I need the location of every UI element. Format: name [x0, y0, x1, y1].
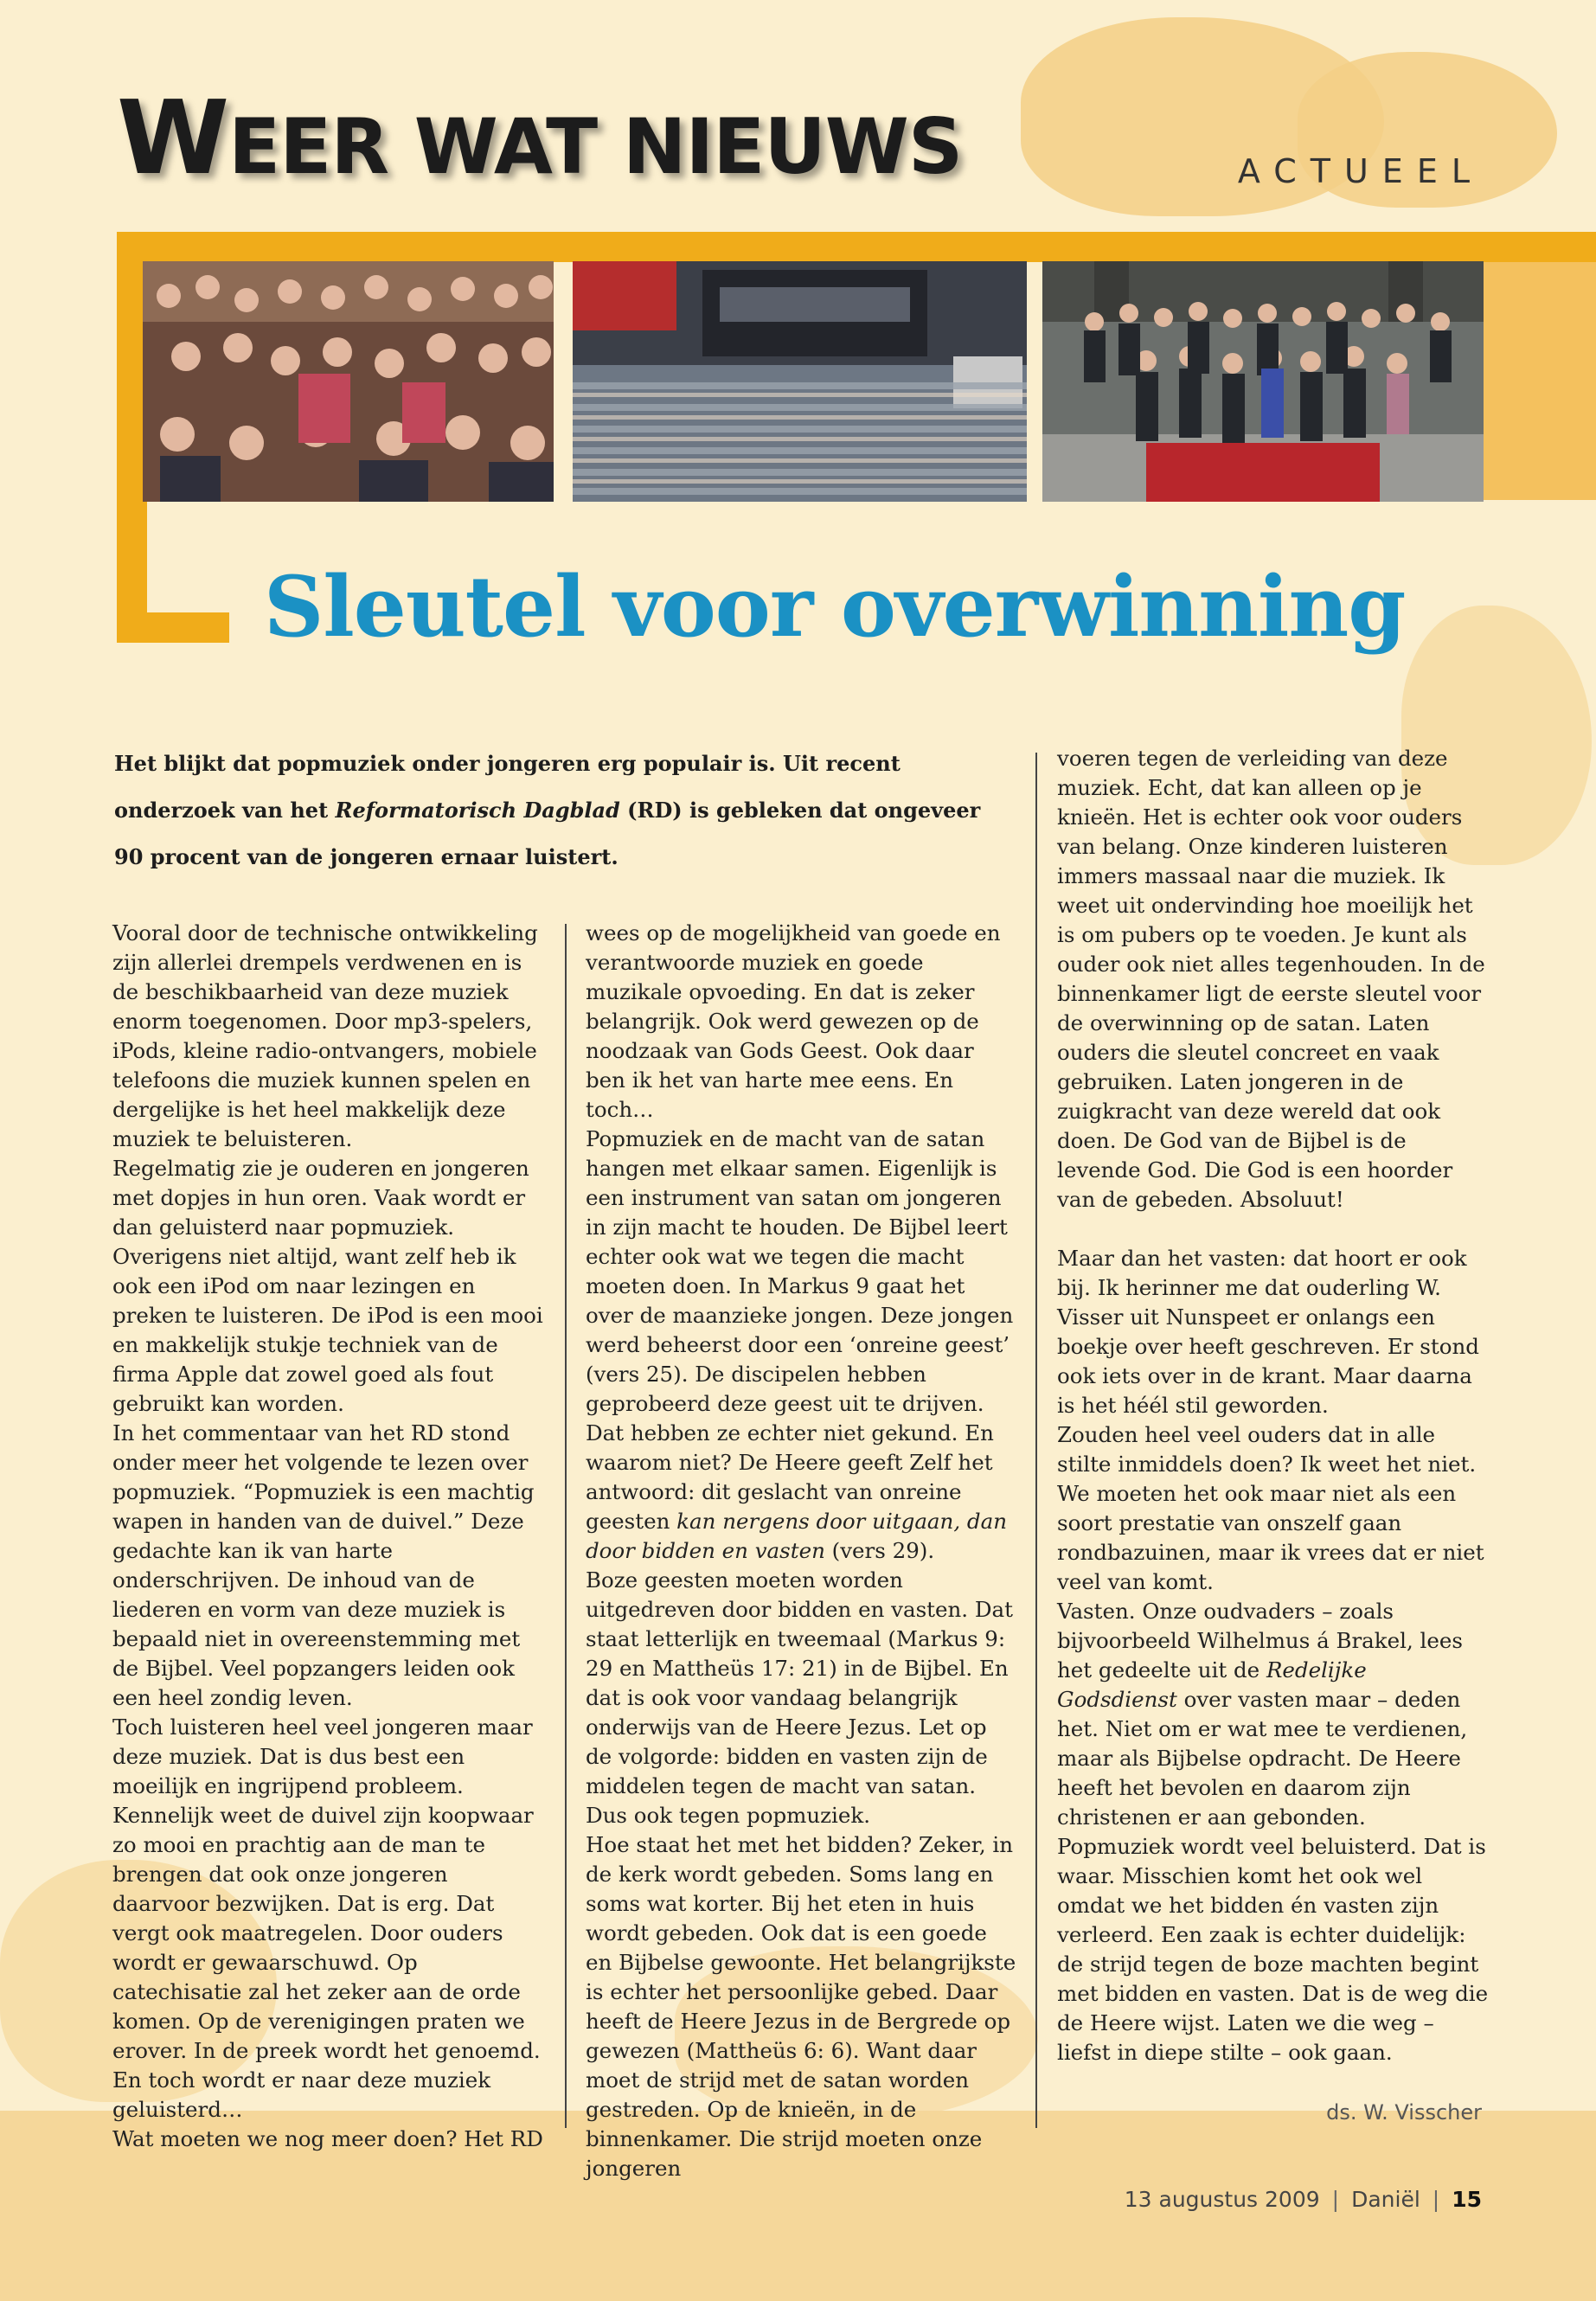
paragraph: Vooral door de technische ontwikkeling zijn allerlei drempels verdwenen en is de beschikbaarheid van deze muziek enorm toegenomen. Door mp3-spelers, iPods, kleine radio-ontvangers, mobiele telefoons die muziek kunnen spelen en dergelijke is het heel makkelijk deze muziek te beluisteren. — [112, 920, 538, 1151]
paragraph: Boze geesten moeten worden uitgedreven door bidden en vasten. Dat staat letterlijk en tweemaal (Markus 9: 29 en Mattheüs 17: 21) in de Bijbel. En dat is ook voor vandaag belangrijk onderwijs van de Heere Jezus. Let op de volgorde: bidden en vasten zijn de middelen tegen de macht van satan. Dus ook tegen popmuziek. — [586, 1567, 1013, 1828]
paragraph: Toch luisteren heel veel jongeren maar deze muziek. Dat is dus best een moeilijk en ingrijpend probleem. Kennelijk weet de duivel zijn koopwaar zo mooi en prachtig aan de man te brengen dat ook onze jongeren daarvoor bezwijken. Dat is erg. Dat vergt ook maatregelen. Door ouders wordt er gewaarschuwd. Op catechisatie zal het zeker aan de orde komen. Op de verenigingen praten we erover. In de preek wordt het genoemd. En toch wordt er naar deze muziek geluisterd… — [112, 1715, 541, 2122]
rubric-label: ACTUEEL — [1237, 152, 1484, 190]
article-column-3 — [1057, 744, 1490, 2067]
page-number: 15 — [1452, 2187, 1482, 2212]
article-column-1 — [112, 919, 545, 2154]
section-title: WEER WAT NIEUWS — [117, 78, 963, 197]
column-rule — [565, 924, 567, 2128]
author-signature: ds. W. Visscher — [1326, 2100, 1482, 2125]
article-lead: Het blijkt dat popmuziek onder jongeren erg populair is. Uit recent onderzoek van het Reformatorisch Dagblad (RD) is gebleken dat ongeveer 90 procent van de jongeren ernaar luistert. — [114, 751, 981, 869]
paragraph: Popmuziek wordt veel beluisterd. Dat is waar. Misschien komt het ook wel omdat we het bidden én vasten zijn verleerd. Een zaak is echter duidelijk: de strijd tegen de boze machten begint met bidden en vasten. Dat is de weg die de Heere wijst. Laten we die weg – liefst in diepe stilte – ook gaan. — [1057, 1834, 1489, 2065]
paragraph: Hoe staat het met het bidden? Zeker, in de kerk wordt gebeden. Soms lang en soms wat korter. Bij het eten in huis wordt gebeden. Ook dat is een goede en Bijbelse gewoonte. Het belangrijkste is echter het persoonlijke gebed. Daar heeft de Heere Jezus in de Bergrede op gewezen (Mattheüs 6: 6). Want daar moet de strijd met de satan worden gestreden. Op de knieën, in de binnenkamer. Die strijd moeten onze jongeren — [586, 1832, 1016, 2181]
orange-frame-foot — [117, 612, 229, 643]
paragraph: wees op de mogelijkheid van goede en verantwoorde muziek en goede muzikale opvoeding. En dat is zeker belangrijk. Ook werd gewezen op de noodzaak van Gods Geest. Ook daar ben ik het van harte mee eens. En toch… — [586, 920, 1001, 1122]
paragraph: Wat moeten we nog meer doen? Het RD — [112, 2126, 543, 2151]
concert-stage-crowd-photo — [573, 261, 1027, 502]
group-of-young-people-photo — [143, 261, 554, 502]
orange-frame-top — [117, 232, 1596, 262]
article-headline: Sleutel voor overwinning — [264, 558, 1406, 656]
paragraph: In het commentaar van het RD stond onder meer het volgende te lezen over popmuziek. “Popmuziek is een machtig wapen in handen van de duivel.” Deze gedachte kan ik van harte onderschrijven. De inhoud van de liederen en vorm van deze muziek is bepaald niet in overeenstemming met de Bijbel. Veel popzangers leiden ook een heel zondig leven. — [112, 1420, 535, 1710]
page-footer: 13 augustus 2009 | Daniël | 15 — [1124, 2187, 1482, 2212]
paragraph: Popmuziek en de macht van de satan hangen met elkaar samen. Eigenlijk is een instrument van satan om jongeren in zijn macht te houden. De Bijbel leert echter ook wat we tegen die macht moeten doen. In Markus 9 gaat het over de maanzieke jongen. Deze jongen werd beheerst door een ‘onreine geest’ (vers 25). De discipelen hebben geprobeerd deze geest uit te drijven. Dat hebben ze echter niet gekund. En waarom niet? De Heere geeft Zelf het antwoord: dit geslacht van onreine geesten kan nergens door uitgaan, dan door bidden en vasten (vers 29). — [586, 1126, 1014, 1563]
paragraph: Vasten. Onze oudvaders – zoals bijvoorbeeld Wilhelmus á Brakel, lees het gedeelte uit de Redelijke Godsdienst over vasten maar – deden het. Niet om er wat mee te verdienen, maar als Bijbelse opdracht. De Heere heeft het bevolen en daarom zijn christenen er aan gebonden. — [1057, 1599, 1468, 1830]
article-column-2 — [586, 919, 1018, 2183]
orange-frame-block — [1484, 262, 1596, 500]
issue-date: 13 augustus 2009 — [1124, 2187, 1320, 2212]
paragraph: Regelmatig zie je ouderen en jongeren met dopjes in hun oren. Vaak wordt er dan geluisterd naar popmuziek. Overigens niet altijd, want zelf heb ik ook een iPod om naar lezingen en preken te luisteren. De iPod is een mooi en makkelijk stukje techniek van de firma Apple dat zowel goed als fout gebruikt kan worden. — [112, 1156, 543, 1416]
column-rule — [1035, 753, 1037, 2128]
magazine-name: Daniël — [1351, 2187, 1420, 2212]
paragraph: Maar dan het vasten: dat hoort er ook bij. Ik herinner me dat ouderling W. Visser uit Nunspeet er onlangs een boekje over heeft geschreven. Er stond ook iets over in de krant. Maar daarna is het héél stil geworden. — [1057, 1246, 1479, 1418]
official-group-on-steps-photo — [1042, 261, 1484, 502]
paragraph: voeren tegen de verleiding van deze muziek. Echt, dat kan alleen op je knieën. Het is echter ook voor ouders van belang. Onze kinderen luisteren immers massaal naar die muziek. Ik weet uit ondervinding hoe moeilijk het is om pubers op te voeden. Je kunt als ouder ook niet alles tegenhouden. In de binnenkamer ligt de eerste sleutel voor de overwinning op de satan. Laten ouders die sleutel concreet en vaak gebruiken. Laten jongeren in de zuigkracht van deze wereld dat ook doen. De God van de Bijbel is de levende God. Die God is een hoorder van de gebeden. Absoluut! — [1057, 746, 1485, 1212]
paragraph: Zouden heel veel ouders dat in alle stilte inmiddels doen? Ik weet het niet. We moeten het ook maar niet als een soort prestatie van onszelf gaan rondbazuinen, maar ik vrees dat er niet veel van komt. — [1057, 1422, 1484, 1594]
